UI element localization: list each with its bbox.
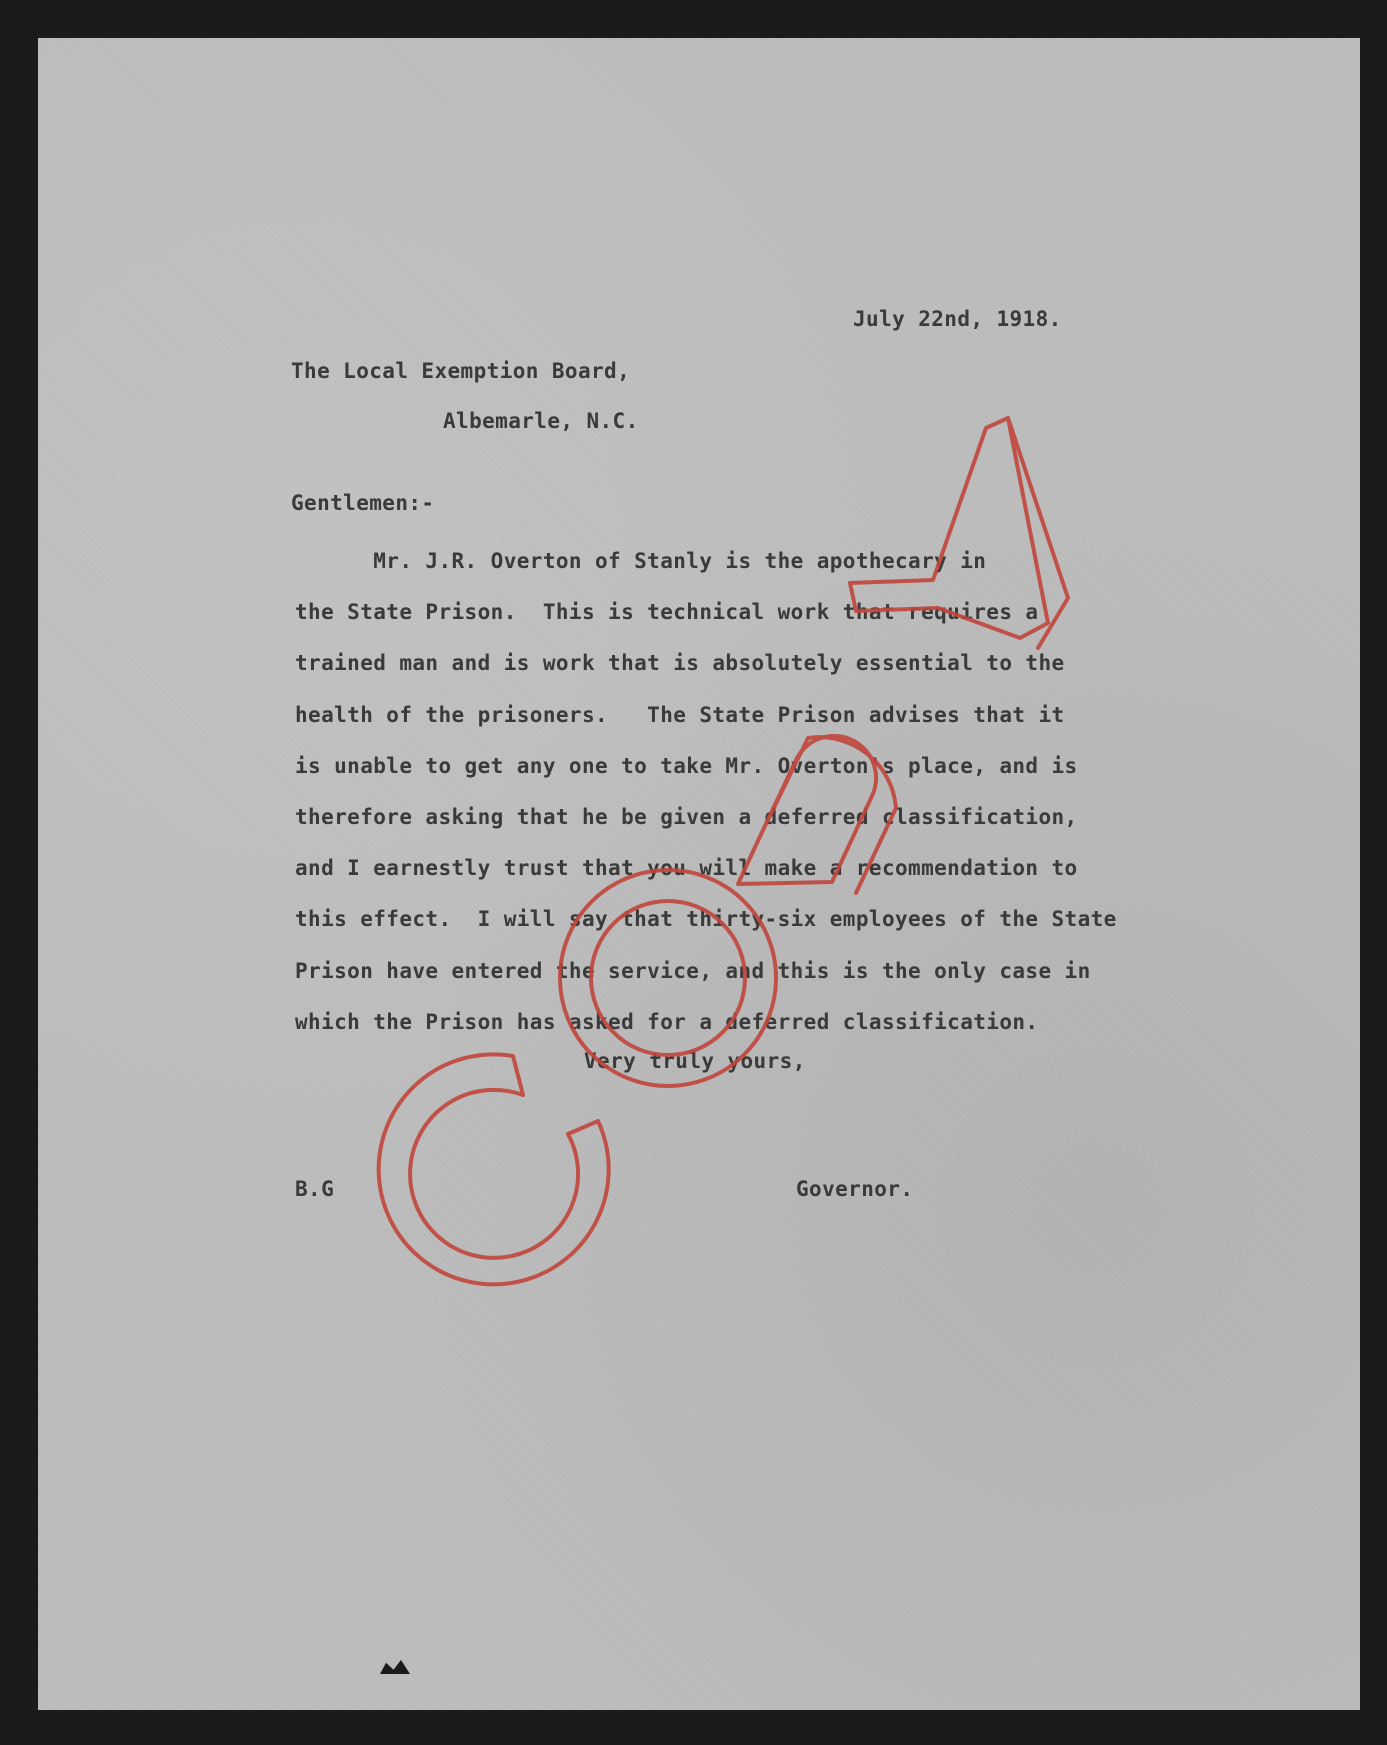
body-line: Mr. J.R. Overton of Stanly is the apothecary in xyxy=(295,549,987,573)
body-line: therefore asking that he be given a deferred classification, xyxy=(295,805,1078,830)
salutation: Gentlemen:- xyxy=(291,491,435,515)
body-line: Prison have entered the service, and this is the only case in xyxy=(295,958,1091,983)
letter-date: July 22nd, 1918. xyxy=(853,307,1062,331)
letter-body xyxy=(295,536,1295,1048)
typist-initials: B.G xyxy=(295,1177,335,1201)
body-line: health of the prisoners. The State Prison advises that it xyxy=(295,702,1065,727)
recipient-name: The Local Exemption Board, xyxy=(291,359,631,383)
body-line: which the Prison has asked for a deferred classification. xyxy=(295,1009,1039,1034)
stamp-letter-c xyxy=(379,1054,609,1284)
closing: Very truly yours, xyxy=(584,1049,806,1073)
letter-page xyxy=(38,38,1360,1710)
body-line: the State Prison. This is technical work that requires a xyxy=(295,600,1039,625)
recipient-location: Albemarle, N.C. xyxy=(443,409,639,433)
body-line: this effect. I will say that thirty-six employees of the State xyxy=(295,907,1117,932)
body-line: trained man and is work that is absolutely essential to the xyxy=(295,651,1065,676)
signature-title: Governor. xyxy=(796,1177,914,1201)
body-line: is unable to get any one to take Mr. Overton's place, and is xyxy=(295,753,1078,778)
body-line: and I earnestly trust that you will make a recommendation to xyxy=(295,856,1078,881)
